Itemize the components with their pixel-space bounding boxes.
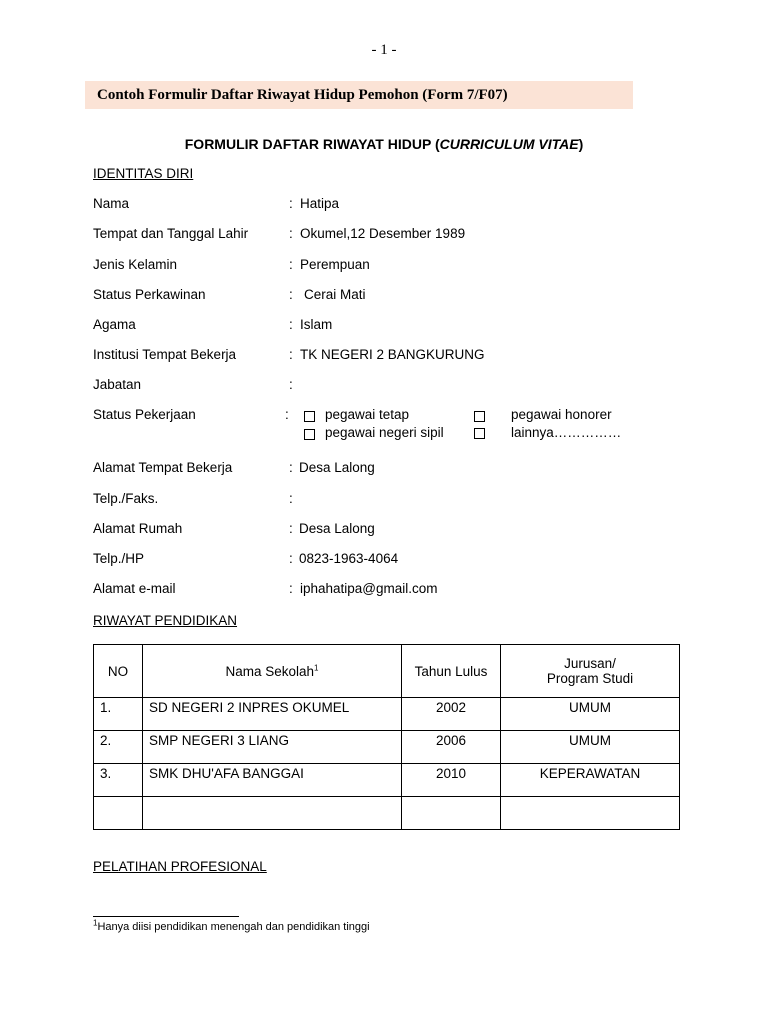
footnote-ref: 1 [314,663,319,672]
cell-nama-sekolah: SMP NEGERI 3 LIANG [143,731,402,764]
label-status-pekerjaan: Status Pekerjaan [93,407,196,422]
colon: : [289,551,293,566]
cell-tahun-lulus: 2002 [402,698,501,731]
colon: : [289,377,293,392]
label-ttl: Tempat dan Tanggal Lahir [93,226,249,241]
value-telp-hp: 0823-1963-4064 [299,551,399,566]
colon: : [289,491,293,506]
label-alamat-kerja: Alamat Tempat Bekerja [93,460,233,475]
form-title-suffix: ) [578,136,584,152]
value-nama: Hatipa [300,196,340,211]
colon: : [289,521,293,536]
cell-no: 1. [94,698,143,731]
footnote-divider [93,916,239,917]
label-nama: Nama [93,196,130,211]
value-jenis-kelamin: Perempuan [300,257,370,272]
cell-tahun-lulus [402,797,501,830]
label-institusi: Institusi Tempat Bekerja [93,347,237,362]
value-ttl: Okumel,12 Desember 1989 [300,226,466,241]
cell-jurusan: KEPERAWATAN [501,764,680,797]
table-header-row [94,645,680,698]
colon: : [289,317,293,332]
colon: : [289,196,293,211]
label-agama: Agama [93,317,136,332]
section-identity: IDENTITAS DIRI [93,166,194,181]
cell-tahun-lulus: 2010 [402,764,501,797]
cell-no: 2. [94,731,143,764]
education-table [93,644,680,830]
header-no: NO [94,645,143,698]
option-lainnya: lainnya…………… [511,425,622,440]
checkbox-pegawai-tetap[interactable] [304,411,315,422]
value-status-perkawinan: Cerai Mati [304,287,366,302]
checkbox-pegawai-honorer[interactable] [474,411,485,422]
option-pegawai-negeri-sipil: pegawai negeri sipil [325,425,444,440]
footnote [93,918,370,933]
label-email: Alamat e-mail [93,581,176,596]
colon: : [285,407,289,422]
cell-no: 3. [94,764,143,797]
option-pegawai-honorer: pegawai honorer [511,407,612,422]
cell-no [94,797,143,830]
label-jabatan: Jabatan [93,377,142,392]
colon: : [289,257,293,272]
cell-nama-sekolah: SD NEGERI 2 INPRES OKUMEL [143,698,402,731]
value-alamat-rumah: Desa Lalong [299,521,375,536]
form-title-italic: CURRICULUM VITAE [439,136,579,152]
header-jurusan-line1: Jurusan/ [564,656,616,671]
header-jurusan-line2: Program Studi [546,671,634,686]
cell-jurusan [501,797,680,830]
cell-nama-sekolah: SMK DHU'AFA BANGGAI [143,764,402,797]
section-training: PELATIHAN PROFESIONAL [93,859,267,874]
cell-jurusan: UMUM [501,698,680,731]
colon: : [289,226,293,241]
header-jurusan [501,645,680,698]
value-institusi: TK NEGERI 2 BANGKURUNG [300,347,485,362]
footnote-text: Hanya diisi pendidikan menengah dan pendidikan tinggi [97,921,370,933]
form-title [0,136,768,152]
table-row [94,797,680,830]
header-nama-sekolah [143,645,402,698]
value-alamat-kerja: Desa Lalong [299,460,375,475]
colon: : [289,287,293,302]
page-number: - 1 - [371,42,397,58]
cell-nama-sekolah [143,797,402,830]
header-nama-sekolah-text: Nama Sekolah [225,663,315,679]
label-jenis-kelamin: Jenis Kelamin [93,257,178,272]
header-tahun-lulus: Tahun Lulus [402,645,501,698]
banner-title: Contoh Formulir Daftar Riwayat Hidup Pemohon (Form 7/F07) [97,87,508,103]
table-row [94,698,680,731]
cell-tahun-lulus: 2006 [402,731,501,764]
value-agama: Islam [300,317,333,332]
colon: : [289,581,293,596]
colon: : [289,347,293,362]
table-row [94,764,680,797]
label-status-perkawinan: Status Perkawinan [93,287,206,302]
label-telp-hp: Telp./HP [93,551,145,566]
label-alamat-rumah: Alamat Rumah [93,521,183,536]
section-education: RIWAYAT PENDIDIKAN [93,613,238,628]
checkbox-lainnya[interactable] [474,428,485,439]
table-row [94,731,680,764]
checkbox-pegawai-negeri-sipil[interactable] [304,429,315,440]
option-pegawai-tetap: pegawai tetap [325,407,410,422]
value-email: iphahatipa@gmail.com [300,581,438,596]
colon: : [289,460,293,475]
form-title-prefix: FORMULIR DAFTAR RIWAYAT HIDUP ( [184,136,440,152]
label-telp-faks: Telp./Faks. [93,491,159,506]
footnote-marker: 1 [93,918,98,928]
cell-jurusan: UMUM [501,731,680,764]
